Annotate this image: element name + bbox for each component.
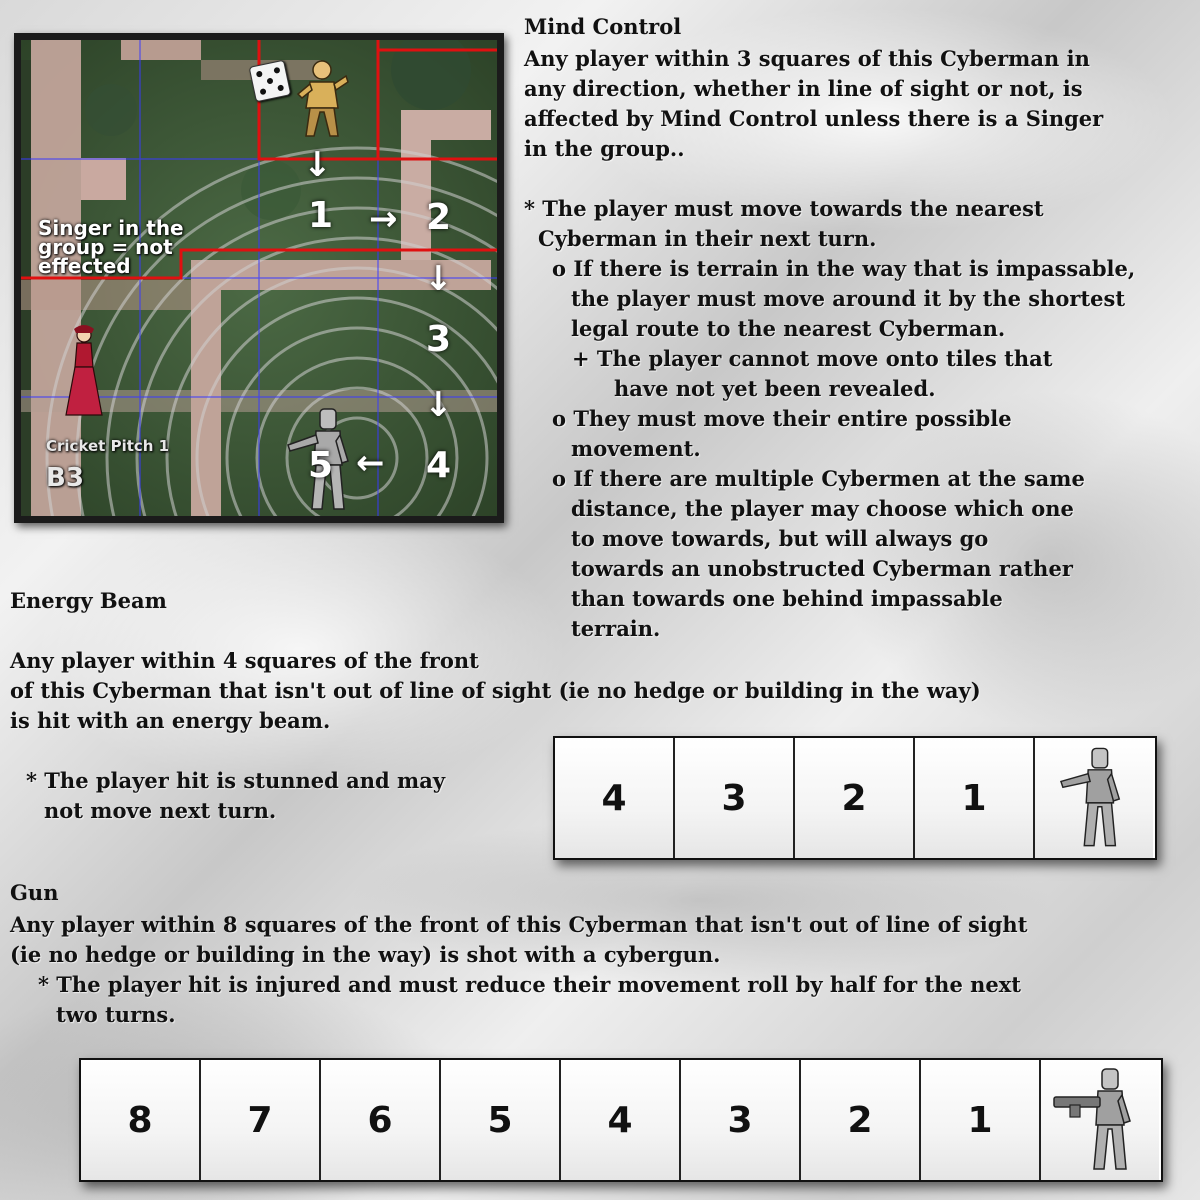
mind-control-sub1: o If there is terrain in the way that is impassable, the player must move around it by the shortest legal route to the nearest Cyberman. bbox=[552, 256, 1136, 341]
path-step-4: 4 bbox=[426, 445, 452, 486]
energy-beam-range-bar bbox=[553, 736, 1157, 860]
range-cell: 1 bbox=[921, 1060, 1041, 1180]
path-step-1: 1 bbox=[308, 195, 334, 236]
range-cell: 1 bbox=[915, 738, 1035, 858]
mind-control-sub3: o If there are multiple Cybermen at the same distance, the player may choose which one to move towards, but will always go towards an unobstructed Cyberman rather than towards one behind impassable terrain. bbox=[552, 466, 1085, 641]
tile-code: B3 bbox=[46, 463, 84, 493]
arrow-right-icon: → bbox=[369, 199, 398, 239]
arrow-down-icon: ↓ bbox=[424, 259, 453, 299]
gun-range-bar bbox=[79, 1058, 1163, 1182]
range-cell: 5 bbox=[441, 1060, 561, 1180]
mind-control-sub2: o They must move their entire possible movement. bbox=[552, 406, 1012, 461]
range-cell: 2 bbox=[801, 1060, 921, 1180]
player-figure-icon bbox=[292, 58, 352, 140]
singer-note: Singer in the group = not effected bbox=[38, 216, 184, 278]
range-cell: 6 bbox=[321, 1060, 441, 1180]
range-cell: 3 bbox=[675, 738, 795, 858]
range-cell: 2 bbox=[795, 738, 915, 858]
energy-beam-bullet: * The player hit is stunned and may not move next turn. bbox=[26, 768, 446, 823]
cyberman-cell bbox=[1041, 1060, 1159, 1180]
gun-title: Gun bbox=[10, 880, 59, 905]
mind-control-intro: Any player within 3 squares of this Cyberman in any direction, whether in line of sight or not, is affected by Mind Control unless there is a Singer in the group.. bbox=[524, 46, 1104, 161]
mind-control-bullet: * The player must move towards the nearest Cyberman in their next turn. bbox=[524, 196, 1044, 251]
energy-beam-text: Any player within 4 squares of the front of this Cyberman that isn't out of line of sight (ie no hedge or building in the way) is hit with an energy beam. bbox=[10, 648, 981, 733]
mind-control-title: Mind Control bbox=[524, 14, 682, 39]
range-cell: 7 bbox=[201, 1060, 321, 1180]
range-cell: 4 bbox=[555, 738, 675, 858]
energy-beam-title: Energy Beam bbox=[10, 588, 167, 613]
singer-figure-icon bbox=[64, 323, 104, 419]
path-step-3: 3 bbox=[426, 319, 452, 360]
cyberman-gun-icon bbox=[1050, 1065, 1150, 1175]
arrow-down-icon: ↓ bbox=[424, 385, 453, 425]
range-cell: 8 bbox=[81, 1060, 201, 1180]
range-cell: 4 bbox=[561, 1060, 681, 1180]
range-cell: 3 bbox=[681, 1060, 801, 1180]
cyberman-cell bbox=[1035, 738, 1153, 858]
path-step-5: 5 bbox=[308, 445, 334, 486]
mind-control-sub1-plus: + The player cannot move onto tiles that have not yet been revealed. bbox=[572, 346, 1053, 401]
gun-text: Any player within 8 squares of the front of this Cyberman that isn't out of line of sight (ie no hedge or building in the way) is shot with a cybergun. bbox=[10, 912, 1028, 967]
arrow-left-icon: ← bbox=[356, 443, 385, 483]
cyberman-pointing-icon bbox=[1059, 743, 1129, 853]
path-step-2: 2 bbox=[426, 197, 452, 238]
arrow-down-icon: ↓ bbox=[303, 145, 332, 185]
gun-bullet: * The player hit is injured and must reduce their movement roll by half for the next two turns. bbox=[38, 972, 1021, 1027]
dice-icon bbox=[249, 60, 292, 103]
tile-name: Cricket Pitch 1 bbox=[46, 437, 170, 455]
map-tile bbox=[14, 33, 504, 523]
